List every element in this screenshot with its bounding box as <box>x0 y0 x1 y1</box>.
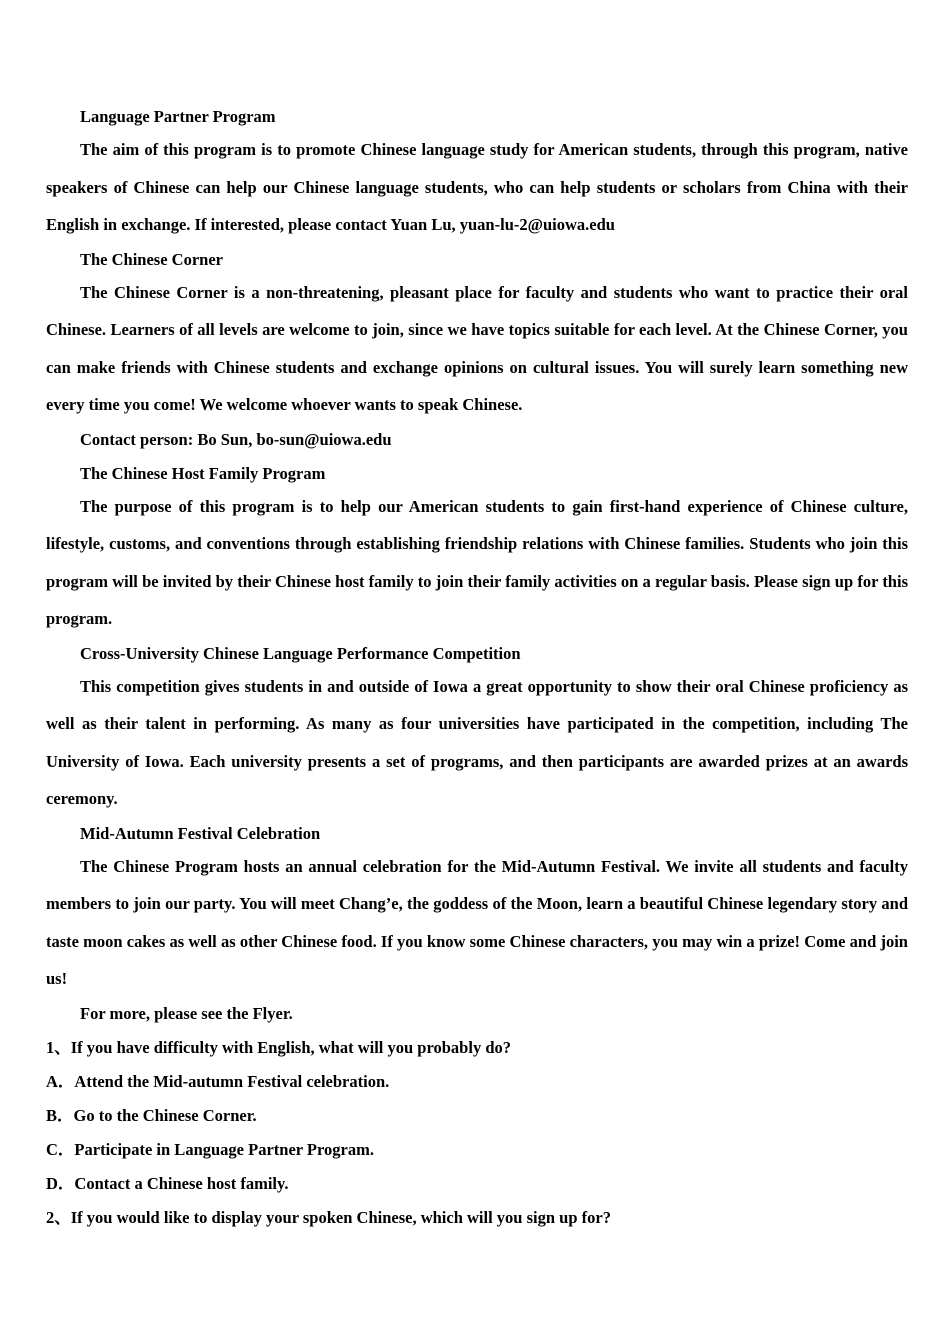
question-1-option-c: C．Participate in Language Partner Program. <box>46 1139 374 1159</box>
question-1-stem: 1、If you have difficulty with English, what will you probably do? <box>46 1037 511 1057</box>
section-body-host-family: The purpose of this program is to help our American students to gain first-hand experience of Chinese culture, lifestyle, customs, and conventions through establishing friendship relations with Chinese families. Students who join this program will be invited by their Chinese host family to join their family activities on a regular basis. Please sign up for this program. <box>46 496 908 628</box>
question-2-stem: 2、If you would like to display your spoken Chinese, which will you sign up for? <box>46 1207 611 1227</box>
section-heading-chinese-corner: The Chinese Corner <box>80 249 223 269</box>
section-body-performance-competition: This competition gives students in and outside of Iowa a great opportunity to show their oral Chinese proficiency as well as their talent in performing. As many as four universities have participated in the competition, including The University of Iowa. Each university presents a set of programs, and then participants are awarded prizes at an awards ceremony. <box>46 676 908 808</box>
question-1-option-a: A．Attend the Mid-autumn Festival celebration. <box>46 1071 390 1091</box>
more-info-line: For more, please see the Flyer. <box>80 1003 293 1023</box>
section-heading-language-partner: Language Partner Program <box>80 107 276 126</box>
section-body-language-partner: The aim of this program is to promote Chinese language study for American students, through this program, native speakers of Chinese can help our Chinese language students, who can help students or scholars from China with their English in exchange. If interested, please contact Yuan Lu, yuan-lu-2@uiowa.edu <box>46 140 908 234</box>
section-heading-host-family: The Chinese Host Family Program <box>80 463 326 483</box>
question-1-option-d: D．Contact a Chinese host family. <box>46 1173 289 1193</box>
question-1-option-b: B．Go to the Chinese Corner. <box>46 1105 257 1125</box>
chinese-corner-contact: Contact person: Bo Sun, bo-sun@uiowa.edu <box>80 429 392 449</box>
section-body-chinese-corner: The Chinese Corner is a non-threatening, pleasant place for faculty and students who want to practice their oral Chinese. Learners of all levels are welcome to join, since we have topics suitable for each level. At the Chinese Corner, you can make friends with Chinese students and exchange opinions on cultural issues. You will surely learn something new every time you come! We welcome whoever wants to speak Chinese. <box>46 282 908 414</box>
section-body-mid-autumn: The Chinese Program hosts an annual celebration for the Mid-Autumn Festival. We invite all students and faculty members to join our party. You will meet Chang’e, the goddess of the Moon, learn a beautiful Chinese legendary story and taste moon cakes as well as other Chinese food. If you know some Chinese characters, you may win a prize! Come and join us! <box>46 856 908 988</box>
section-heading-performance-competition: Cross-University Chinese Language Performance Competition <box>80 643 521 663</box>
document-content <box>46 100 908 1235</box>
section-heading-mid-autumn: Mid-Autumn Festival Celebration <box>80 823 321 843</box>
